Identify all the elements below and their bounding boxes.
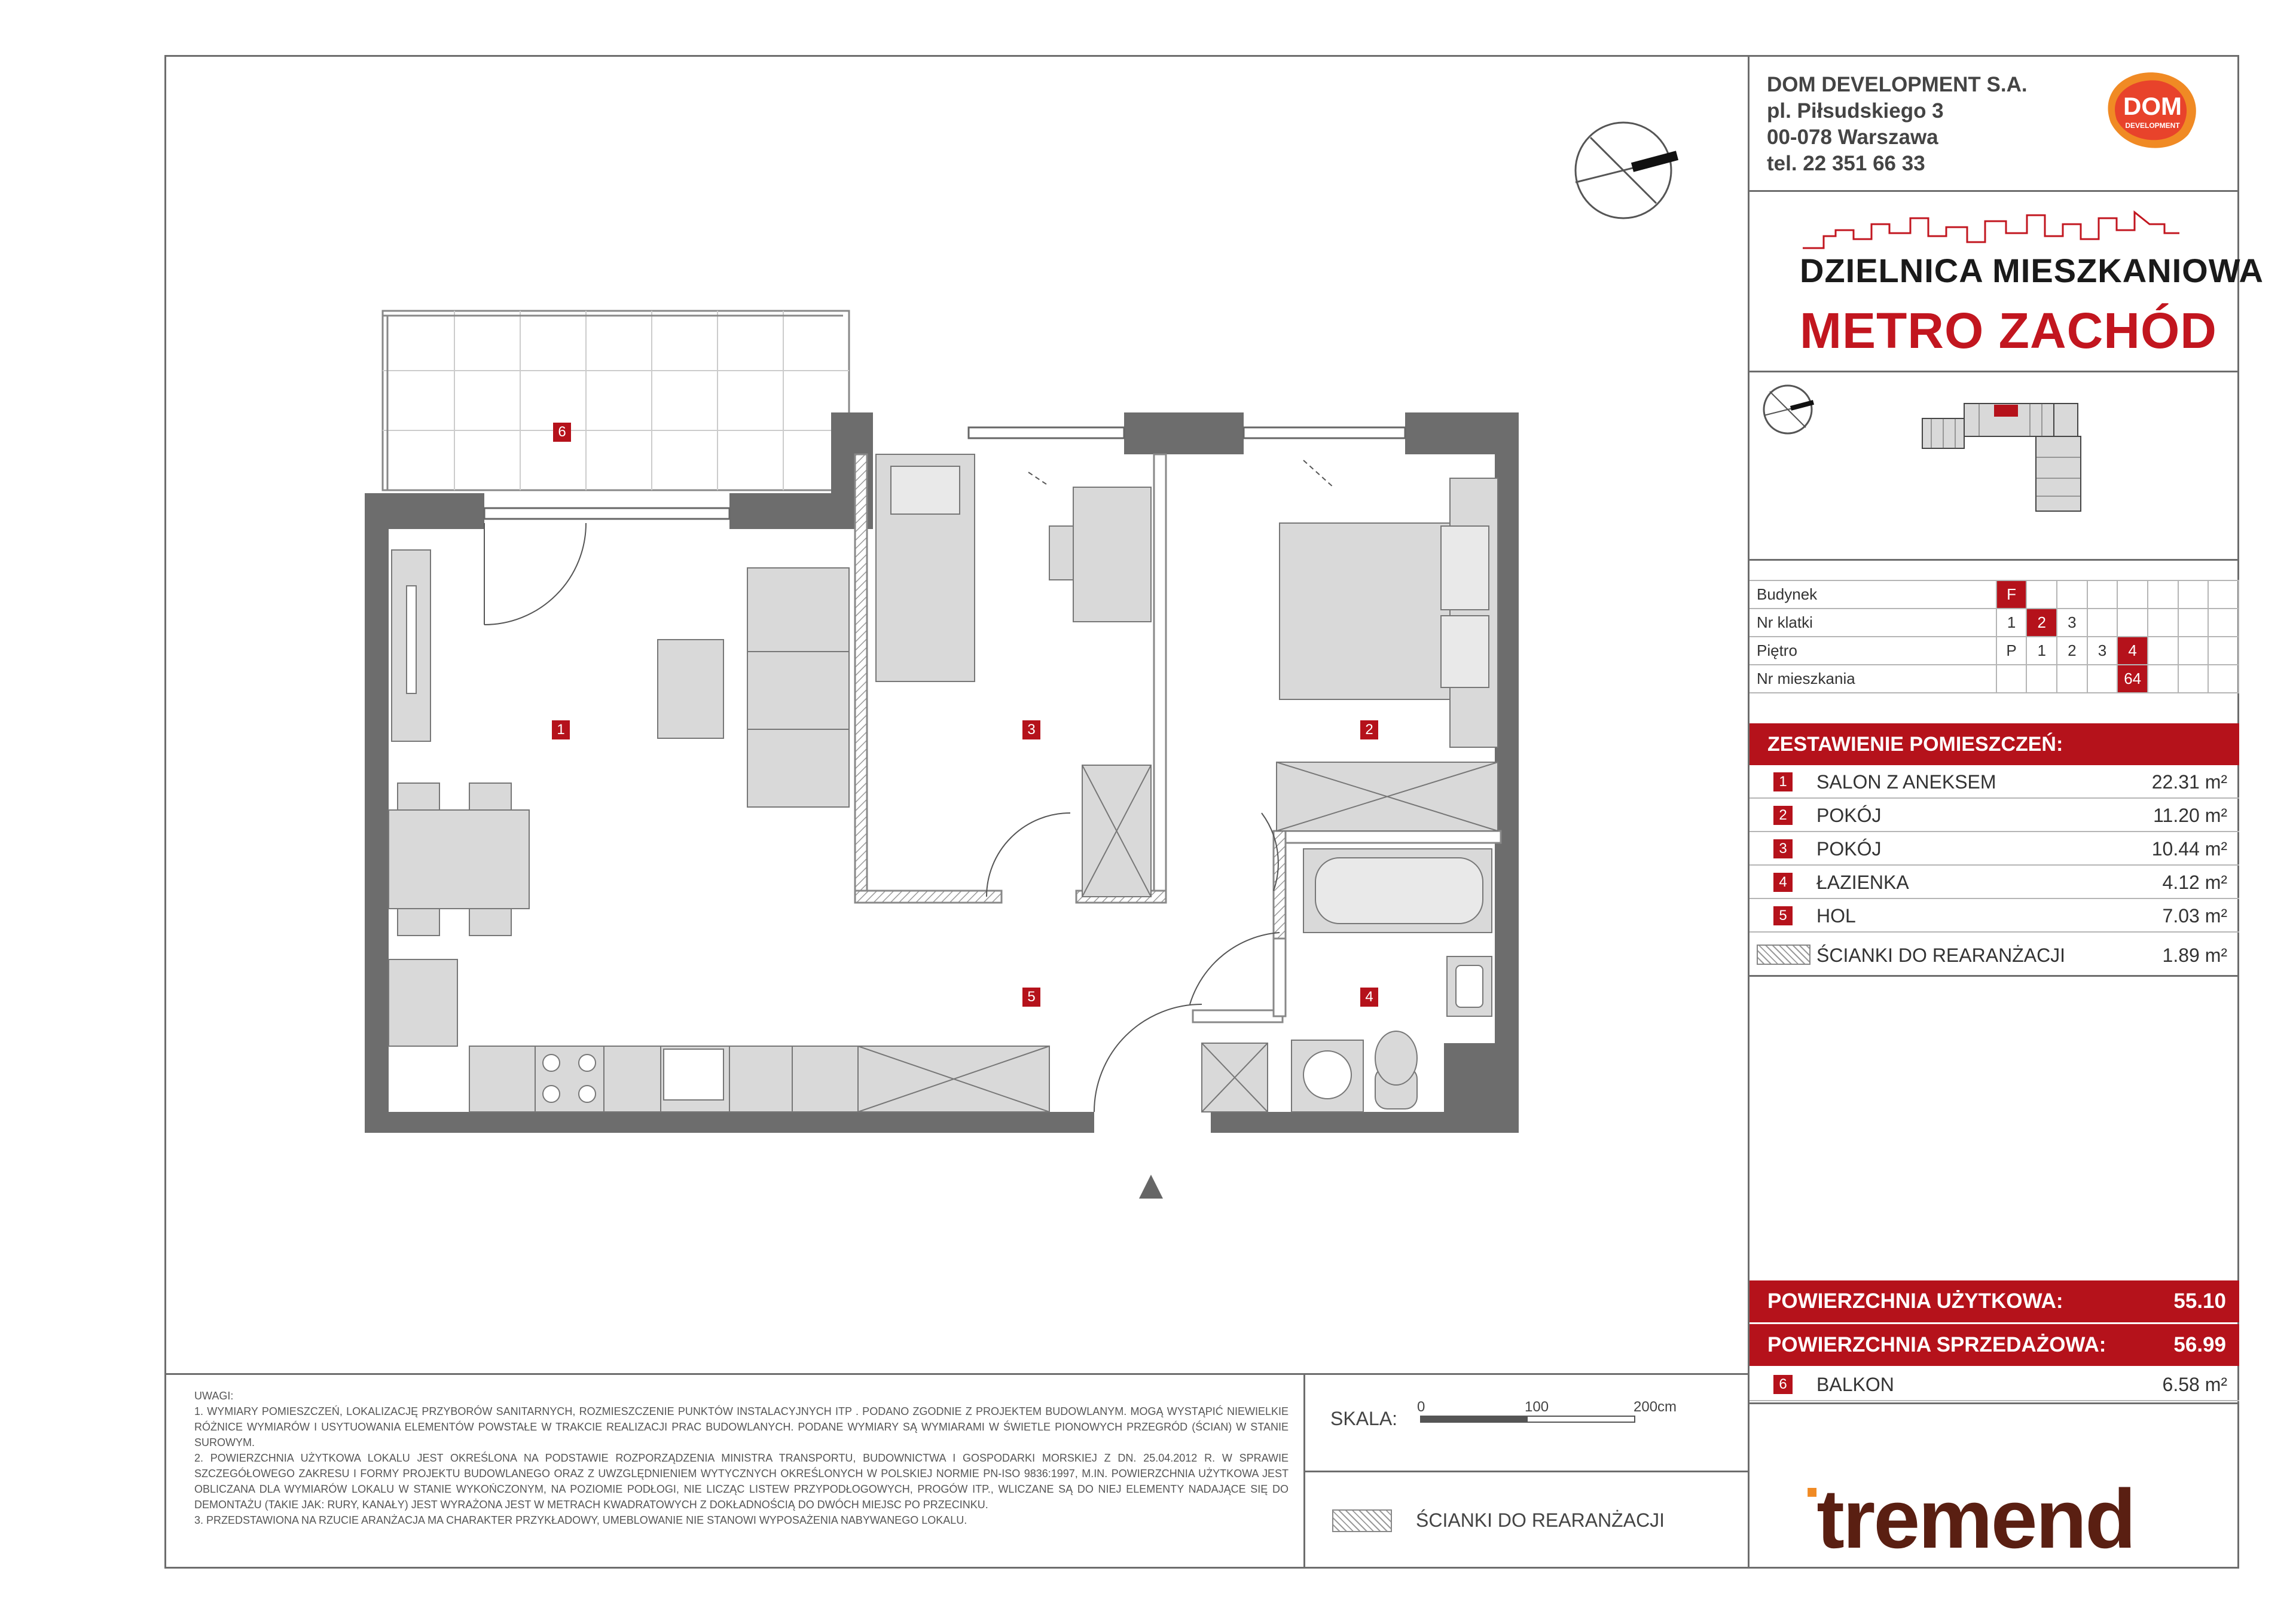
staircase-label: Nr klatki	[1750, 609, 1996, 637]
room-area: 4.12 m²	[2162, 872, 2227, 893]
plan-room-tag: 1	[552, 720, 570, 739]
site-plan-thumbnail	[1919, 398, 2093, 517]
balcony-row	[1750, 1368, 2239, 1401]
room-number: 3	[1773, 839, 1793, 858]
room-row	[1750, 899, 2239, 933]
floor-option: P	[1996, 637, 2027, 665]
note-item: 2. POWIERZCHNIA UŻYTKOWA LOKALU JEST OKREŚLONA NA PODSTAWIE ROZPORZĄDZENIA MINISTRA TRANSPORTU, BUDOWNICTWA I GOSPODARKI MORSKIEJ Z DN. 25.04.2012 R. W SPRAWIE SZCZEGÓŁOWEGO ZAKRESU I FORMY PROJEKTU BUDOWLANEGO ORAZ Z UWZGLĘDNIENIEM WYTYCZNYCH OKREŚLONYCH W POLSKIEJ NORMIE PN-ISO 9836:1997, M.IN. POWIERZCHNIA UŻYTKOWA JEST OBLICZANA DLA WYMIARÓW LOKALU W STANIE WYKOŃCZONYM, NA POZIOMIE PODŁOGI, NIE LICZĄC LISTEW PRZYPODŁOGOWYCH, PROGÓW ITP., WLICZANE SĄ DO NIEJ ELEMENTY NADAJĄCE SIĘ DO DEMONTAŻU (TAKIE JAK: RURY, KANAŁY) JEST WYRAŻONA JEST W METRACH KWADRATOWYCH Z DOKŁADNOŚCIĄ DO DWÓCH MIEJSC PO PRZECINKU.	[194, 1452, 1289, 1511]
scale-tick: 0	[1417, 1399, 1425, 1415]
divider	[164, 1373, 1749, 1375]
company-info	[1767, 72, 2028, 177]
floor-plan	[359, 299, 1555, 1208]
company-name: DOM DEVELOPMENT S.A.	[1767, 73, 2028, 96]
plan-room-tag: 3	[1022, 720, 1040, 739]
room-name: SALON Z ANEKSEM	[1816, 771, 1996, 793]
furniture	[389, 454, 1498, 1112]
rearrangement-hatch-swatch	[1757, 945, 1810, 965]
rooms-header: ZESTAWIENIE POMIESZCZEŃ:	[1750, 723, 2239, 765]
divider	[1748, 371, 2239, 372]
room-area: 11.20 m²	[2153, 805, 2227, 826]
dom-development-logo	[2093, 66, 2206, 155]
staircase-option: 3	[2057, 609, 2087, 637]
notes	[194, 1388, 1289, 1528]
room-name: POKÓJ	[1816, 838, 1882, 860]
usable-area-box	[1750, 1280, 2239, 1322]
floor-option-selected: 4	[2117, 637, 2148, 665]
north-compass-icon	[1573, 114, 1680, 221]
usable-area-value: 55.10	[2173, 1289, 2226, 1313]
room-name: BALKON	[1816, 1374, 1894, 1395]
apartment-number-label: Nr mieszkania	[1750, 665, 1996, 693]
balcony	[383, 311, 849, 490]
plan-room-tag: 2	[1360, 720, 1378, 739]
scale-tick: 100	[1525, 1399, 1549, 1415]
floor-option: 2	[2057, 637, 2087, 665]
room-number: 4	[1773, 873, 1793, 892]
scale-bar	[1420, 1416, 1635, 1423]
dom-logo-text: DOM	[2123, 92, 2182, 120]
room-area: 7.03 m²	[2162, 905, 2227, 927]
rearrangement-area: 1.89 m²	[2162, 945, 2227, 966]
note-item: 3. PRZEDSTAWIONA NA RZUCIE ARANŻACJA MA CHARAKTER PRZYKŁADOWY, UMEBLOWANIE NIE STANOWI WYPOSAŻENIA NABYWANEGO LOKALU.	[194, 1514, 967, 1526]
rearrangement-row	[1750, 936, 2239, 977]
scale-tick: 200cm	[1634, 1399, 1677, 1415]
room-number: 5	[1773, 906, 1793, 925]
company-phone: tel. 22 351 66 33	[1767, 152, 1925, 175]
company-address-street: pl. Piłsudskiego 3	[1767, 99, 1944, 123]
room-number: 2	[1773, 806, 1793, 825]
divider	[1750, 1402, 2239, 1404]
company-address-city: 00-078 Warszawa	[1767, 126, 1938, 149]
plan-room-tag: 4	[1360, 988, 1378, 1007]
dom-logo-subtext: DEVELOPMENT	[2125, 121, 2180, 130]
divider	[1748, 190, 2239, 192]
tremend-logo: ▪tremend	[1806, 1471, 2135, 1566]
plan-room-tag: 6	[553, 423, 571, 442]
plan-room-tag: 5	[1022, 988, 1040, 1007]
room-area: 22.31 m²	[2151, 771, 2227, 793]
building-value: F	[1996, 580, 2027, 609]
floor-option: 3	[2087, 637, 2118, 665]
legend-hatch-swatch	[1332, 1509, 1392, 1532]
sales-area-label: POWIERZCHNIA SPRZEDAŻOWA:	[1767, 1333, 2106, 1356]
divider	[1305, 1471, 1748, 1472]
staircase-option: 1	[1996, 609, 2027, 637]
entrance-marker-icon	[1139, 1175, 1163, 1199]
room-name: POKÓJ	[1816, 805, 1882, 826]
building-label: Budynek	[1750, 580, 1996, 609]
staircase-option-selected: 2	[2026, 609, 2057, 637]
room-row	[1750, 866, 2239, 899]
apartment-info-grid	[1750, 580, 2239, 693]
room-number: 1	[1773, 772, 1793, 791]
tremend-logo-text: tremend	[1816, 1472, 2135, 1566]
room-row	[1750, 765, 2239, 799]
notes-heading: UWAGI:	[194, 1390, 234, 1402]
room-area: 6.58 m²	[2162, 1374, 2227, 1395]
project-title-line-2: METRO ZACHÓD	[1800, 302, 2217, 359]
room-name: ŁAZIENKA	[1816, 872, 1909, 893]
scale-label: SKALA:	[1330, 1408, 1398, 1429]
note-item: 1. WYMIARY POMIESZCZEŃ, LOKALIZACJĘ PRZYBORÓW SANITARNYCH, ROZMIESZCZENIE PUNKTÓW INSTALACYJNYCH ITP . PODANO ZGODNIE Z PROJEKTEM BUDOWLANYM. MOGĄ WYSTĄPIĆ NIEWIELKIE RÓŻNICE WYMIARÓW I USYTUOWANIA ELEMENTÓW POWSTAŁE W TRAKCIE REALIZACJI PRAC BUDOWLANYCH. PODANE WYMIARY SĄ WYMIARAMI W ŚWIETLE PIONOWYCH PRZEGRÓD (ŚCIAN) W STANIE SUROWYM.	[194, 1405, 1289, 1448]
skyline-icon	[1800, 206, 2182, 251]
usable-area-label: POWIERZCHNIA UŻYTKOWA:	[1767, 1289, 2063, 1313]
sales-area-box	[1750, 1324, 2239, 1366]
apartment-number-value: 64	[2117, 665, 2148, 693]
project-title-line-1: DZIELNICA MIESZKANIOWA	[1800, 252, 2264, 289]
legend-label: ŚCIANKI DO REARANŻACJI	[1416, 1509, 1665, 1531]
floor-option: 1	[2026, 637, 2057, 665]
divider	[1748, 559, 2239, 561]
rearrangement-label: ŚCIANKI DO REARANŻACJI	[1816, 945, 2066, 966]
room-row	[1750, 832, 2239, 866]
floor-label: Piętro	[1750, 637, 1996, 665]
sales-area-value: 56.99	[2173, 1333, 2226, 1356]
room-name: HOL	[1816, 905, 1856, 927]
site-compass-icon	[1761, 383, 1821, 442]
room-row	[1750, 799, 2239, 832]
room-area: 10.44 m²	[2151, 838, 2227, 860]
room-number: 6	[1773, 1375, 1793, 1394]
